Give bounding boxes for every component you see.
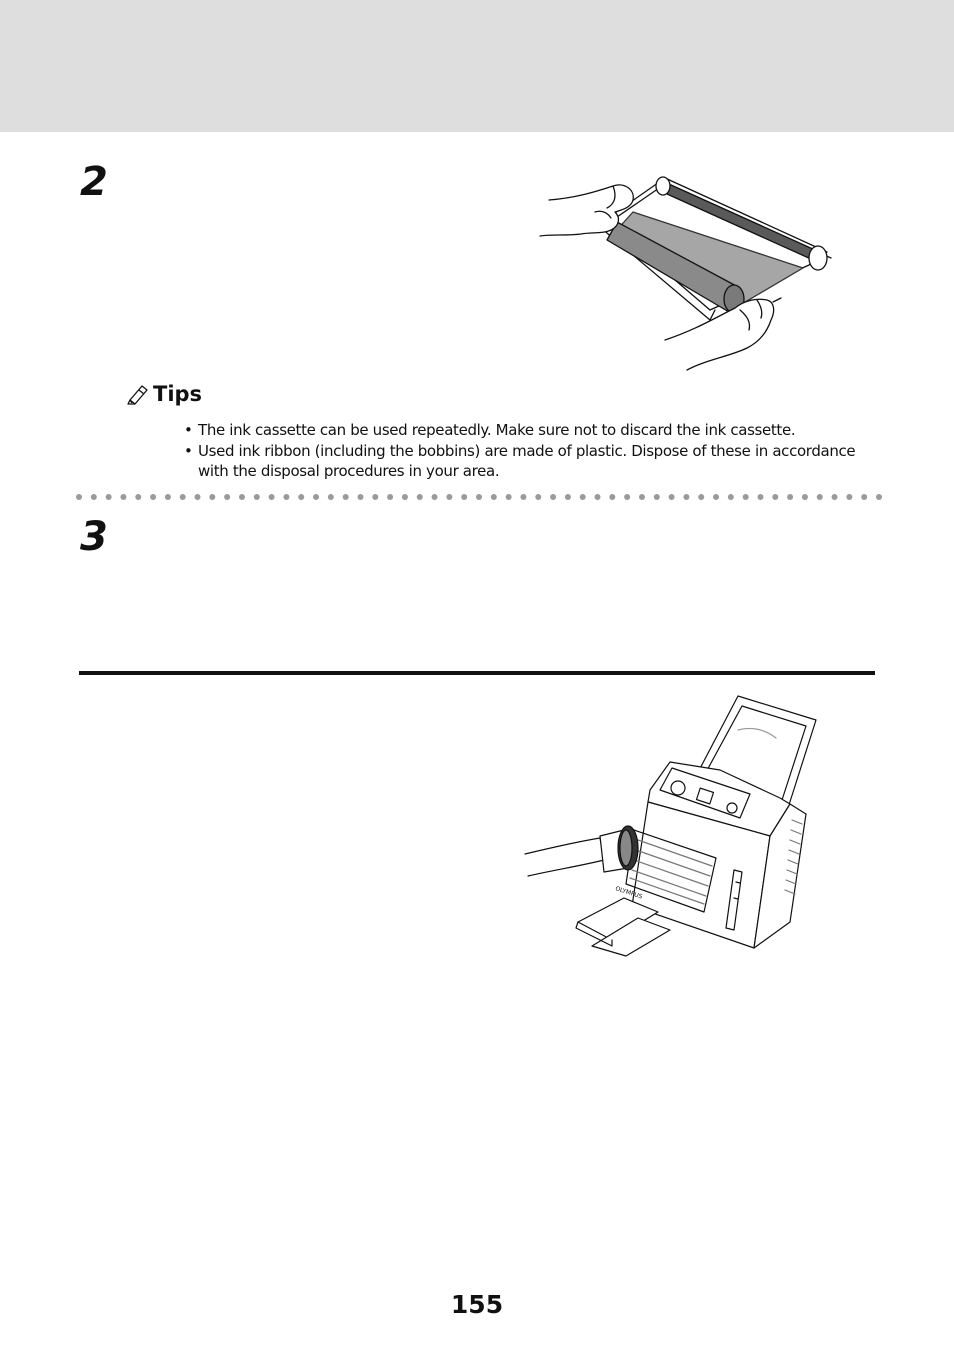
separator-dot (713, 494, 719, 500)
separator-dot (180, 494, 186, 500)
separator-dot (698, 494, 704, 500)
step-number-3: 3 (80, 514, 108, 560)
separator-dot (461, 494, 467, 500)
separator-dot (135, 494, 141, 500)
separator-dot (580, 494, 586, 500)
separator-dot (432, 494, 438, 500)
separator-dot (402, 494, 408, 500)
separator-dot (76, 494, 82, 500)
separator-dot (639, 494, 645, 500)
separator-dot (209, 494, 215, 500)
separator-dot (298, 494, 304, 500)
separator-dot (328, 494, 334, 500)
separator-dot (817, 494, 823, 500)
separator-dot (520, 494, 526, 500)
page-number: 155 (450, 1290, 504, 1319)
separator-dot (654, 494, 660, 500)
separator-dot (876, 494, 882, 500)
separator-dot (832, 494, 838, 500)
separator-dot (846, 494, 852, 500)
tips-label: Tips (153, 382, 203, 406)
separator-dot (372, 494, 378, 500)
separator-dot (609, 494, 615, 500)
separator-dot (476, 494, 482, 500)
separator-dot (150, 494, 156, 500)
separator-dot (506, 494, 512, 500)
separator-dot (446, 494, 452, 500)
separator-dot (254, 494, 260, 500)
separator-dot (802, 494, 808, 500)
separator-dot (669, 494, 675, 500)
tips-item: • The ink cassette can be used repeatedly. Make sure not to discard the ink cassette. (184, 420, 878, 441)
section-rule (79, 671, 875, 675)
separator-dot (106, 494, 112, 500)
separator-dot (120, 494, 126, 500)
separator-dot (417, 494, 423, 500)
tips-list (184, 420, 878, 482)
separator-dot (624, 494, 630, 500)
tips-heading (126, 382, 202, 406)
pencil-icon (126, 383, 150, 405)
separator-dot (387, 494, 393, 500)
printer-logo: OLYMPUS (614, 885, 644, 901)
separator-dot (239, 494, 245, 500)
separator-dot (861, 494, 867, 500)
tips-item: • Used ink ribbon (including the bobbins) are made of plastic. Dispose of these in accordance with the disposal procedures in your area. (184, 441, 878, 482)
separator-dot (313, 494, 319, 500)
separator-dot (772, 494, 778, 500)
separator-dot (683, 494, 689, 500)
separator-dot (728, 494, 734, 500)
separator-dot (91, 494, 97, 500)
separator-dot (565, 494, 571, 500)
step-number-2: 2 (80, 159, 108, 205)
separator-dot (743, 494, 749, 500)
separator-dot (283, 494, 289, 500)
header-band (0, 0, 954, 132)
separator-dot (165, 494, 171, 500)
separator-dot (491, 494, 497, 500)
separator-dot (269, 494, 275, 500)
separator-dot (535, 494, 541, 500)
ink-cassette-illustration (535, 160, 845, 375)
printer-cleaning-illustration (520, 690, 820, 960)
separator-dot (195, 494, 201, 500)
separator-dot (787, 494, 793, 500)
separator-dot (224, 494, 230, 500)
separator-dot (595, 494, 601, 500)
separator-dot (343, 494, 349, 500)
separator-dot (550, 494, 556, 500)
separator-dot (357, 494, 363, 500)
dotted-separator (76, 492, 882, 502)
separator-dot (757, 494, 763, 500)
